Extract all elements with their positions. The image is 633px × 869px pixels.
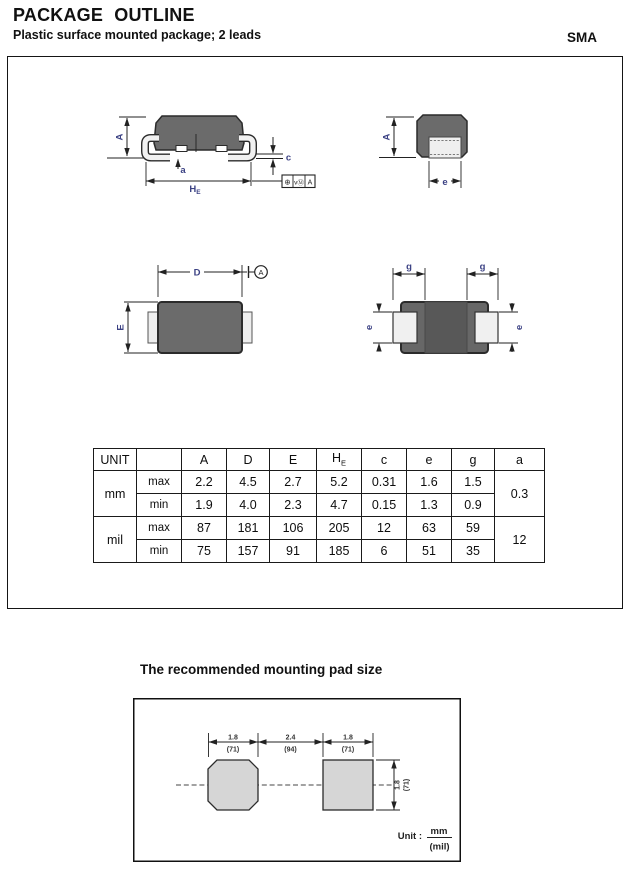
pad-dim-left-mil: (71) xyxy=(226,746,240,754)
cell: 75 xyxy=(182,540,227,563)
cell: 2.7 xyxy=(270,471,317,494)
cell: 87 xyxy=(182,517,227,540)
unit-denominator: (mil) xyxy=(429,841,450,853)
cell: 59 xyxy=(452,517,495,540)
pad-dim-center-mm: 2.4 xyxy=(285,734,296,742)
cell: 0.31 xyxy=(362,471,407,494)
package-body xyxy=(158,302,242,353)
cell: 4.5 xyxy=(227,471,270,494)
col-header-unit: UNIT xyxy=(94,449,137,471)
unit-label: Unit : xyxy=(397,831,422,842)
cell: 6 xyxy=(362,540,407,563)
cell-mm-a: 0.3 xyxy=(495,471,545,517)
dim-label-A: A xyxy=(114,133,126,141)
col-header-E: E xyxy=(270,449,317,471)
mounting-pad-left xyxy=(208,760,258,810)
package-body xyxy=(154,116,244,150)
cell: 4.0 xyxy=(227,494,270,517)
lead-pad-left xyxy=(393,312,417,343)
sub-label-min: min xyxy=(137,540,182,563)
col-header-A: A xyxy=(182,449,227,471)
datum-label: A xyxy=(258,267,264,277)
dimension-table xyxy=(93,448,545,563)
cell: 91 xyxy=(270,540,317,563)
pad-dim-vertical-mm: 1.8 xyxy=(394,780,402,790)
table-header-row xyxy=(94,449,545,471)
sub-label-max: max xyxy=(137,471,182,494)
pad-dim-vertical-mil: (71) xyxy=(403,778,411,792)
col-header-g: g xyxy=(452,449,495,471)
cell: 1.9 xyxy=(182,494,227,517)
dim-label-A: A xyxy=(381,133,393,141)
col-header-D: D xyxy=(227,449,270,471)
lead-tab-left xyxy=(148,312,159,343)
table-row-mm-min xyxy=(94,494,545,517)
lead-pad-right xyxy=(475,312,498,343)
body-notch xyxy=(176,146,187,152)
cell: 35 xyxy=(452,540,495,563)
mounting-pad-right xyxy=(323,760,373,810)
pad-section-title: The recommended mounting pad size xyxy=(140,662,383,677)
tolerance-value: vⓂ xyxy=(294,179,304,187)
body-center-block xyxy=(425,302,467,353)
dim-label-a: a xyxy=(180,165,186,176)
dim-label-e: e xyxy=(364,324,375,331)
tolerance-datum: A xyxy=(307,179,313,187)
mounting-pad-drawing xyxy=(133,698,461,862)
cell: 181 xyxy=(227,517,270,540)
cell: 157 xyxy=(227,540,270,563)
cell-mil-a: 12 xyxy=(495,517,545,563)
unit-cell-mm: mm xyxy=(94,471,137,517)
body-notch xyxy=(216,146,227,152)
bottom-view-drawing xyxy=(353,255,537,365)
dim-label-E: E xyxy=(115,324,127,331)
cell: 1.3 xyxy=(407,494,452,517)
col-header-blank xyxy=(137,449,182,471)
cell: 0.9 xyxy=(452,494,495,517)
unit-cell-mil: mil xyxy=(94,517,137,563)
dim-label-e: e xyxy=(442,177,448,188)
cell: 2.3 xyxy=(270,494,317,517)
table-row-mil-min xyxy=(94,540,545,563)
cell: 106 xyxy=(270,517,317,540)
table-row-mm-max xyxy=(94,471,545,494)
table-row-mil-max xyxy=(94,517,545,540)
unit-numerator: mm xyxy=(430,826,448,837)
package-code: SMA xyxy=(567,30,597,45)
cell: 185 xyxy=(317,540,362,563)
sub-label-max: max xyxy=(137,517,182,540)
col-header-HE: $H_E$ xyxy=(317,449,362,471)
cell: 5.2 xyxy=(317,471,362,494)
lead-tab-right xyxy=(242,312,253,343)
dim-label-g: g xyxy=(479,261,486,273)
col-header-e: e xyxy=(407,449,452,471)
lead-end-face xyxy=(429,137,461,158)
cell: 1.6 xyxy=(407,471,452,494)
pad-dim-left-mm: 1.8 xyxy=(228,734,238,742)
end-view-drawing xyxy=(359,95,519,200)
cell: 1.5 xyxy=(452,471,495,494)
page-subtitle: Plastic surface mounted package; 2 leads xyxy=(13,28,262,42)
dim-label-HE: $H_E$ xyxy=(189,184,201,196)
pad-dim-right-mm: 1.8 xyxy=(343,734,353,742)
cell: 0.15 xyxy=(362,494,407,517)
dim-label-c: c xyxy=(285,152,292,164)
top-view-drawing xyxy=(110,255,280,365)
pad-dim-center-mil: (94) xyxy=(284,746,297,754)
cell: 12 xyxy=(362,517,407,540)
cell: 63 xyxy=(407,517,452,540)
dim-label-g: g xyxy=(406,261,412,273)
cell: 51 xyxy=(407,540,452,563)
col-header-c: c xyxy=(362,449,407,471)
cell: 4.7 xyxy=(317,494,362,517)
outline-drawing-frame xyxy=(7,56,623,609)
pad-dim-right-mil: (71) xyxy=(341,746,355,754)
dim-label-e: e xyxy=(514,324,525,331)
col-header-a: a xyxy=(495,449,545,471)
sub-label-min: min xyxy=(137,494,182,517)
side-view-drawing xyxy=(99,95,329,200)
cell: 2.2 xyxy=(182,471,227,494)
page-title: PACKAGE OUTLINE xyxy=(13,5,195,25)
cell: 205 xyxy=(317,517,362,540)
tolerance-position-symbol: ⊕ xyxy=(284,177,291,187)
dim-label-D: D xyxy=(193,267,201,279)
